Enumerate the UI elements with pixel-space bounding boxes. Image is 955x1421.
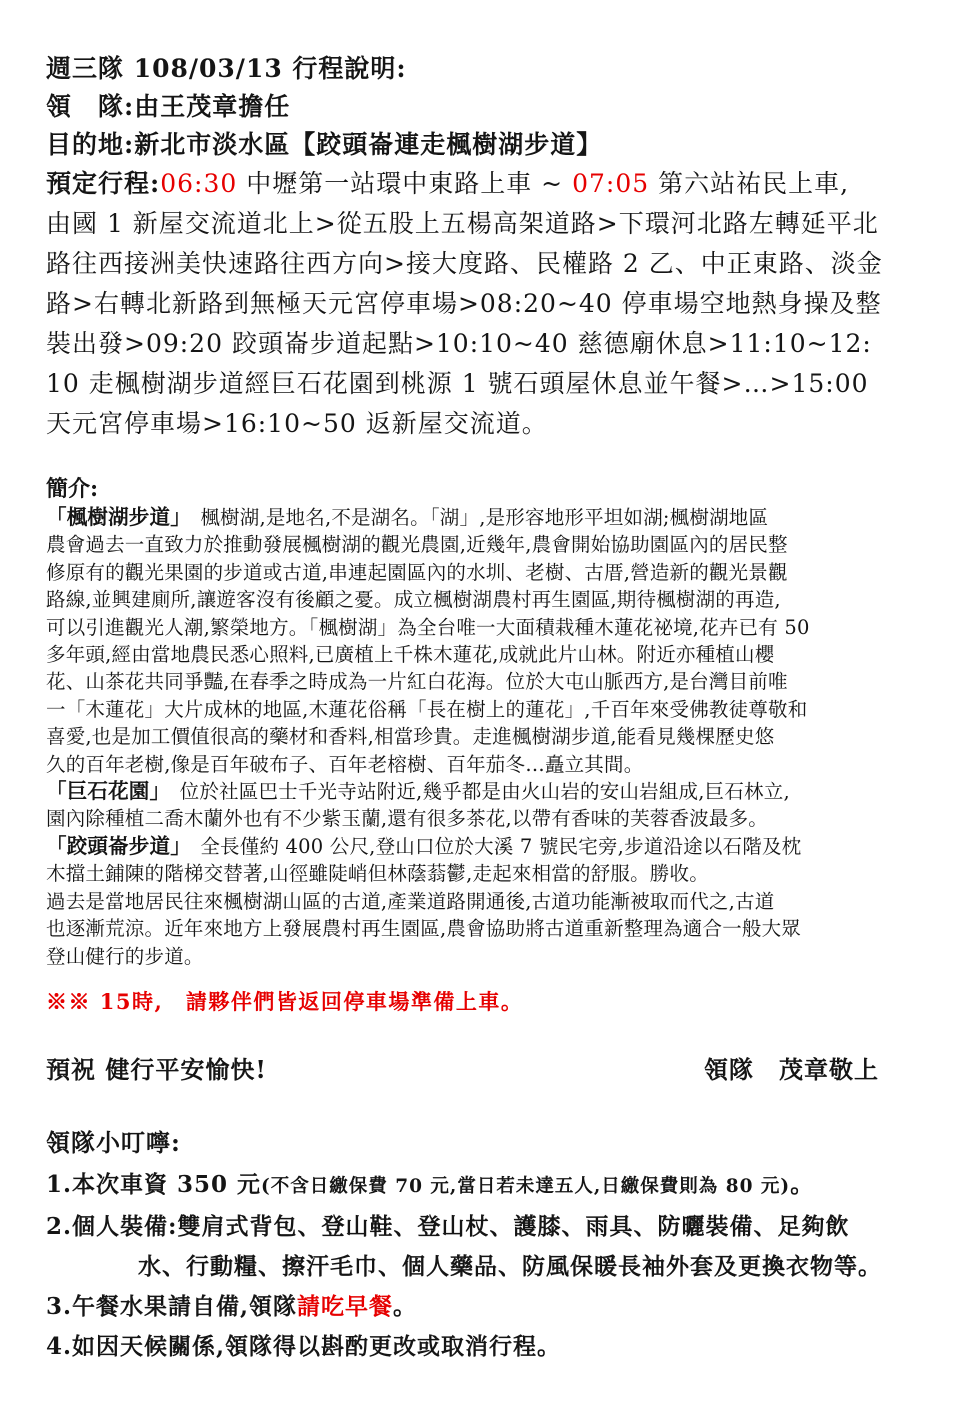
blessing-row	[46, 1050, 921, 1085]
maple-line-6: 多年頭,經由當地農民悉心照料,已廣植上千株木蓮花,成就此片山林。附近亦種植山櫻	[46, 643, 775, 667]
leader-line: 領 隊:由王茂章擔任	[46, 92, 291, 121]
intro-heading: 簡介:	[46, 476, 99, 502]
pickup-time-2: 07:05	[572, 169, 650, 198]
boulder-line-1-text: 位於社區巴士千光寺站附近,幾乎都是由火山岩的安山岩組成,巨石林立,	[159, 780, 790, 804]
itinerary-line-3: 路往西接洲美快速路往西方向>接大度路、民權路 2 乙、中正東路、淡金	[46, 249, 883, 278]
itinerary-line-7: 天元宮停車場>16:10~50 返新屋交流道。	[46, 409, 548, 438]
katou-line-2: 木擋土鋪陳的階梯交替著,山徑雖陡峭但林蔭蓊鬱,走起來相當的舒服。勝收。	[46, 862, 709, 886]
katou-line-4: 也逐漸荒涼。近年來地方上發展農村再生園區,農會協助將古道重新整理為適合一般大眾	[46, 917, 801, 941]
note-item-1	[46, 1165, 921, 1207]
note-1-text: 1.本次車資 350 元	[46, 1170, 262, 1198]
itinerary-segment-1: 中壢第一站環中東路上車 ~	[237, 169, 573, 198]
note-item-2-line-2: 水、行動糧、擦汗毛巾、個人藥品、防風保暖長袖外套及更換衣物等。	[138, 1252, 882, 1280]
destination-line: 目的地:新北市淡水區【跤頭崙連走楓樹湖步道】	[46, 130, 603, 159]
itinerary-line-2: 由國 1 新屋交流道北上>從五股上五楊高架道路>下環河北路左轉延平北	[46, 209, 879, 238]
boulder-line-1	[46, 778, 921, 805]
maple-trail-term: 「楓樹湖步道」	[46, 505, 181, 529]
return-time-warning: ※※ 15時, 請夥伴們皆返回停車場準備上車。	[46, 988, 524, 1014]
pickup-time-1: 06:30	[160, 169, 238, 198]
maple-line-4: 路線,並興建廁所,讓遊客沒有後顧之憂。成立楓樹湖農村再生園區,期待楓樹湖的再造,	[46, 588, 781, 612]
note-item-3	[46, 1287, 921, 1327]
itinerary-line-1	[46, 164, 921, 204]
itinerary-segment-2: 第六站祐民上車,	[649, 169, 850, 198]
maple-line-3: 修原有的觀光果園的步道或古道,串連起園區內的水圳、老樹、古厝,營造新的觀光景觀	[46, 560, 788, 584]
maple-line-9: 喜愛,也是加工價值很高的藥材和香料,相當珍貴。走進楓樹湖步道,能看見幾棵歷史悠	[46, 725, 775, 749]
maple-line-7: 花、山茶花共同爭豔,在春季之時成為一片紅白花海。位於大屯山脈西方,是台灣目前唯	[46, 670, 788, 694]
note-3-period: 。	[393, 1292, 418, 1320]
itinerary-label: 預定行程:	[46, 169, 161, 198]
doc-title: 週三隊 108/03/13 行程說明:	[46, 54, 407, 83]
leader-signature: 領隊 茂章敬上	[704, 1054, 879, 1084]
katou-line-5: 登山健行的步道。	[46, 944, 204, 968]
maple-line-1	[46, 504, 921, 531]
note-1-parenthetical: (不含日繳保費 70 元,當日若未達五人,日繳保費則為 80 元)	[261, 1175, 791, 1197]
note-1-period: 。	[790, 1170, 815, 1198]
itinerary-line-4: 路>右轉北新路到無極天元宮停車場>08:20~40 停車場空地熱身操及整	[46, 289, 882, 318]
maple-line-8: 一「木蓮花」大片成林的地區,木蓮花俗稱「長在樹上的蓮花」,千百年來受佛教徒尊敬和	[46, 697, 808, 721]
note-item-4: 4.如因天候關係,領隊得以斟酌更改或取消行程。	[46, 1332, 562, 1360]
katou-line-3: 過去是當地居民往來楓樹湖山區的古道,產業道路開通後,古道功能漸被取而代之,古道	[46, 889, 775, 913]
katou-trail-paragraph	[46, 833, 921, 970]
itinerary-line-5: 裝出發>09:20 跤頭崙步道起點>10:10~40 慈德廟休息>11:10~12:	[46, 329, 872, 358]
note-3-breakfast-highlight: 請吃早餐	[297, 1292, 394, 1320]
itinerary-paragraph	[46, 164, 921, 444]
note-3-text: 3.午餐水果請自備,領隊	[46, 1292, 298, 1320]
katou-line-1-text: 全長僅約 400 公尺,登山口位於大溪 7 號民宅旁,步道沿途以石階及枕	[180, 834, 802, 858]
maple-trail-paragraph	[46, 504, 921, 778]
boulder-line-2: 園內除種植二喬木蘭外也有不少紫玉蘭,還有很多茶花,以帶有香味的芙蓉香波最多。	[46, 807, 768, 831]
boulder-garden-term: 「巨石花園」	[46, 779, 160, 804]
notes-heading: 領隊小叮嚀:	[46, 1127, 181, 1157]
maple-line-2: 農會過去一直致力於推動發展楓樹湖的觀光農園,近幾年,農會開始協助園區內的居民整	[46, 533, 788, 557]
boulder-garden-paragraph	[46, 778, 921, 833]
maple-line-5: 可以引進觀光人潮,繁榮地方。「楓樹湖」為全台唯一大面積栽種木蓮花祕境,花卉已有 50	[46, 615, 810, 639]
itinerary-line-6: 10 走楓樹湖步道經巨石花園到桃源 1 號石頭屋休息並午餐>…>15:00	[46, 369, 869, 398]
katou-line-1	[46, 833, 921, 860]
note-item-2-line-1: 2.個人裝備:雙肩式背包、登山鞋、登山杖、護膝、雨具、防曬裝備、足夠飲	[46, 1212, 850, 1240]
blessing-text: 預祝 健行平安愉快!	[46, 1054, 267, 1084]
katou-trail-term: 「跤頭崙步道」	[46, 833, 181, 858]
maple-line-10: 久的百年老樹,像是百年破布子、百年老榕樹、百年茄冬…矗立其間。	[46, 752, 644, 776]
maple-line-1-text: 楓樹湖,是地名,不是湖名。「湖」,是形容地形平坦如湖;楓樹湖地區	[180, 506, 769, 529]
